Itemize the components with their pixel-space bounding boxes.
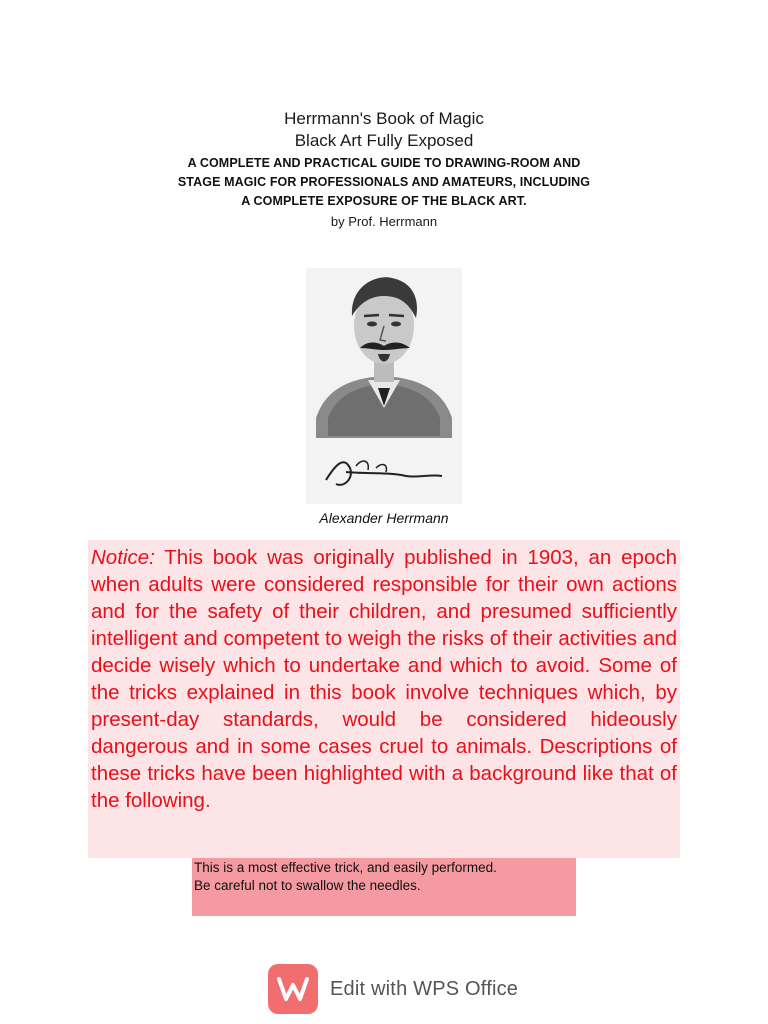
notice-label: Notice: [91,546,155,569]
notice-body: This book was originally published in 1903, an epoch when adults were considered responsible for their own actions and for the safety of their children, and presumed sufficiently intelligent and competent to weigh the risks of their activities and decide wisely which to undertake and which to avoid. Some of the tricks explained in this book involve techniques which, by present-day standards, would be considered hideously dangerous and in some cases cruel to animals. Descriptions of these tricks have been highlighted with a background like that of the following. [91,546,678,812]
description-line: A COMPLETE AND PRACTICAL GUIDE TO DRAWING-ROOM AND [187,156,581,170]
description-line: STAGE MAGIC FOR PROFESSIONALS AND AMATEURS, INCLUDING [177,175,591,189]
book-title: Herrmann's Book of Magic [284,109,484,128]
book-subtitle: Black Art Fully Exposed [294,131,474,150]
notice-paragraph [91,544,677,814]
example-line: This is a most effective trick, and easily performed. [194,860,497,875]
document-header [0,108,768,232]
book-author: by Prof. Herrmann [330,214,438,229]
portrait-image [306,268,462,504]
example-highlight-panel [192,858,576,916]
portrait-engraving-icon [306,268,462,504]
notice-panel [88,540,680,858]
example-line: Be careful not to swallow the needles. [194,878,421,893]
book-description [0,154,768,211]
portrait-caption: Alexander Herrmann [319,510,449,526]
description-line: A COMPLETE EXPOSURE OF THE BLACK ART. [241,194,527,208]
wps-logo-icon [268,964,318,1014]
wps-edit-label: Edit with WPS Office [330,977,519,1000]
wps-office-watermark[interactable] [268,964,528,1014]
